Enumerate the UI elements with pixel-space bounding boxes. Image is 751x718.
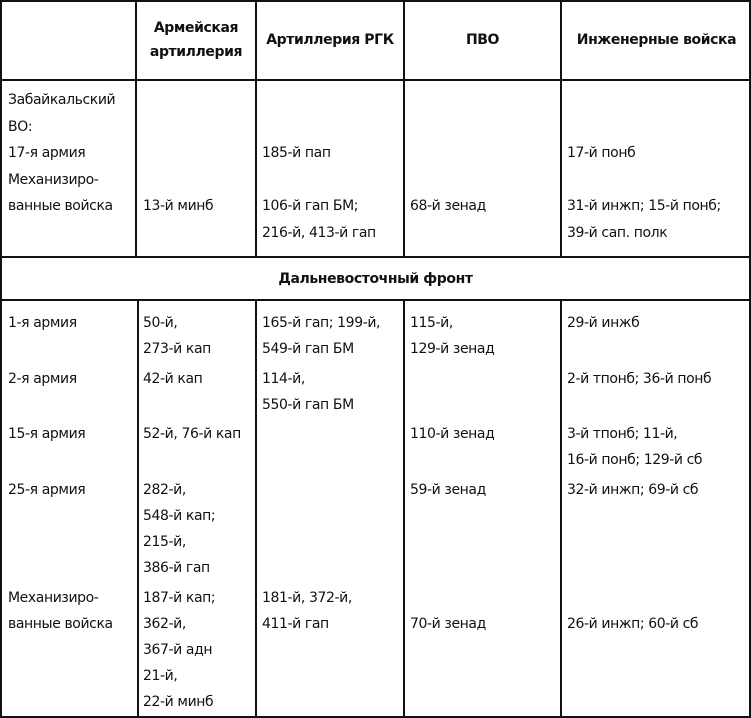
header-air-defense: ПВО [465, 32, 500, 48]
cell-text-line: 129-й зенад [410, 341, 495, 357]
row-label-line: 25-я армия [8, 482, 86, 498]
cell-text-line: 29-й инжб [567, 315, 640, 331]
row-label-line: ванные войска [8, 616, 113, 632]
cell-text-line: 273-й кап [143, 341, 211, 357]
column-divider [560, 300, 562, 718]
cell-text-line: 549-й гап БМ [262, 341, 354, 357]
row-label-line: 2-я армия [8, 371, 77, 387]
column-divider [560, 0, 562, 257]
cell-text-line: 386-й гап [143, 560, 210, 576]
row-divider [0, 79, 751, 81]
column-divider [135, 0, 137, 257]
cell-text-line: 550-й гап БМ [262, 397, 354, 413]
cell-text-line: 106-й гап БМ; [262, 198, 359, 215]
cell-text-line: 22-й минб [143, 694, 214, 710]
cell-text-line: 31-й инжп; 15-й понб; [567, 198, 721, 215]
column-divider [255, 300, 257, 718]
section-title-far-eastern-front: Дальневосточный фронт [278, 271, 473, 287]
column-divider [403, 300, 405, 718]
cell-text-line: 181-й, 372-й, [262, 590, 352, 606]
cell-text-line: 282-й, [143, 482, 186, 498]
cell-text-line: 50-й, [143, 315, 178, 331]
cell-text-line: 185-й пап [262, 145, 331, 162]
cell-text-line: 187-й кап; [143, 590, 216, 606]
row-label-line: ванные войска [8, 198, 113, 215]
cell-text-line: 26-й инжп; 60-й сб [567, 616, 699, 632]
cell-text-line: 3-й тпонб; 11-й, [567, 426, 678, 442]
cell-text-line: 367-й адн [143, 642, 213, 658]
cell-text-line: 39-й сап. полк [567, 225, 668, 241]
cell-text-line: 165-й гап; 199-й, [262, 315, 381, 331]
row-label-line: Забайкальский [8, 92, 116, 108]
cell-text-line: 115-й, [410, 315, 453, 331]
column-divider [137, 300, 139, 718]
table-border-top [0, 0, 751, 2]
cell-text-line: 42-й кап [143, 371, 203, 387]
row-label-line: ВО: [8, 118, 33, 135]
cell-text-line: 32-й инжп; 69-й сб [567, 482, 699, 498]
row-divider [0, 299, 751, 301]
cell-text-line: 21-й, [143, 668, 178, 684]
header-army-artillery: Армейская артиллерия [149, 20, 243, 60]
cell-text-line: 68-й зенад [410, 198, 486, 215]
header-engineers: Инженерные войска [576, 32, 737, 48]
column-divider [403, 0, 405, 257]
row-label-line: 15-я армия [8, 426, 86, 442]
cell-text-line: 215-й, [143, 534, 186, 550]
row-label-line: Механизиро- [8, 171, 99, 188]
cell-text-line: 16-й понб; 129-й сб [567, 452, 703, 468]
row-label-line: 1-я армия [8, 315, 77, 331]
cell-text-line: 216-й, 413-й гап [262, 225, 376, 241]
cell-text-line: 411-й гап [262, 616, 329, 632]
cell-text-line: 114-й, [262, 371, 305, 387]
row-label-line: 17-я армия [8, 145, 86, 162]
row-divider [0, 256, 751, 258]
cell-text-line: 17-й понб [567, 145, 636, 162]
cell-text-line: 110-й зенад [410, 426, 495, 442]
row-label-line: Механизиро- [8, 590, 99, 606]
cell-text-line: 52-й, 76-й кап [143, 426, 241, 442]
header-rgk-artillery: Артиллерия РГК [266, 32, 394, 48]
column-divider [255, 0, 257, 257]
table-border-left [0, 0, 2, 718]
cell-text-line: 70-й зенад [410, 616, 486, 632]
cell-text-line: 548-й кап; [143, 508, 216, 524]
cell-text-line: 362-й, [143, 616, 186, 632]
cell-text-line: 13-й минб [143, 198, 214, 215]
cell-text-line: 59-й зенад [410, 482, 486, 498]
cell-text-line: 2-й тпонб; 36-й понб [567, 371, 712, 387]
